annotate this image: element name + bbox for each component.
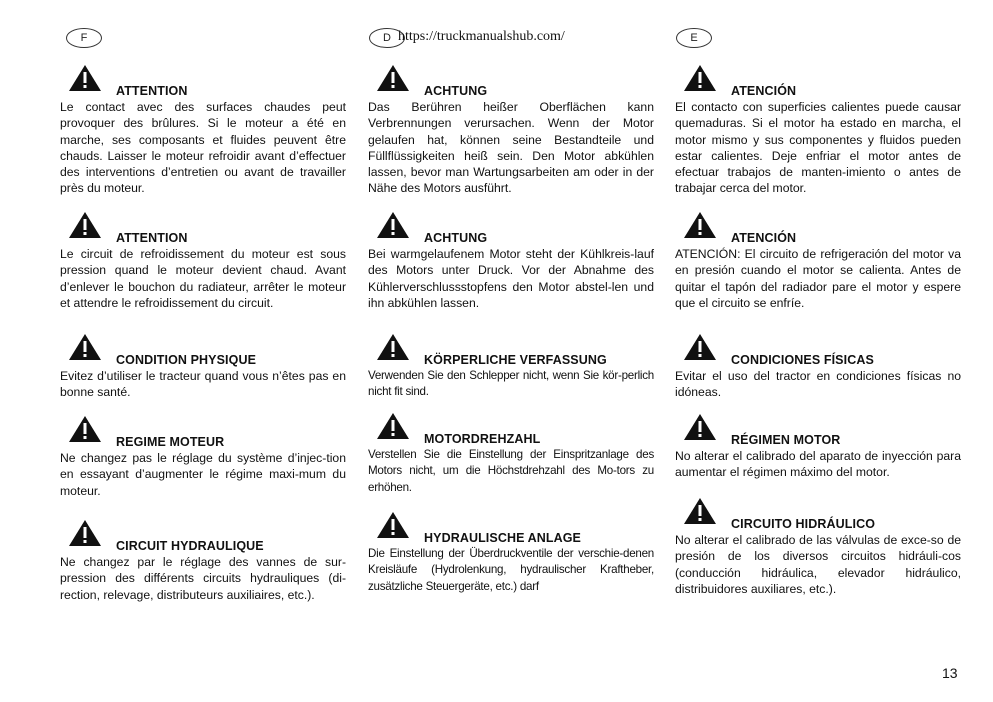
- warning-block: [368, 333, 654, 401]
- warning-triangle-icon: [376, 412, 410, 440]
- warning-text: El contacto con superficies calientes puede causar quemaduras. Si el motor ha estado en marcha, el motor mismo y sus componentes y fluidos pueden estar calientes. Deje enfriar el motor antes de efectuar trabajos de manten-imiento o antes de trabajar cerca del motor.: [675, 100, 961, 196]
- warning-text: Ne changez par le réglage des vannes de sur-pression des différents circuits hydrauliques (di-rection, relevage, distributeurs auxiliaires, etc.).: [60, 555, 346, 602]
- warning-triangle-icon: [376, 64, 410, 92]
- language-badge-german: D: [369, 28, 405, 48]
- warning-title: CIRCUITO HIDRÁULICO: [731, 517, 876, 531]
- warning-block: [675, 333, 961, 401]
- warning-text: Le circuit de refroidissement du moteur est sous pression quand le moteur devient chaud. Avant d’enlever le bouchon du radiateur, arrêter le moteur et attendre le refroidissement du circuit.: [60, 247, 346, 310]
- warning-triangle-icon: [683, 64, 717, 92]
- warning-text: Evitar el uso del tractor en condiciones físicas no idóneas.: [675, 369, 961, 400]
- warning-block: [368, 64, 654, 197]
- german-column: [368, 0, 654, 702]
- warning-title: CIRCUIT HYDRAULIQUE: [116, 539, 264, 553]
- warning-text: Das Berühren heißer Oberflächen kann Verbrennungen verursachen. Wenn der Motor gelaufen hat, können seine Bestandteile und Füllflüssigkeiten heiß sein. Den Motor abkühlen lassen, bevor man Wartungsarbeiten am oder in der Nähe des Motors ausführt.: [368, 100, 654, 196]
- warning-title: MOTORDREHZAHL: [424, 432, 541, 446]
- warning-block: [60, 64, 346, 197]
- warning-block: [368, 511, 654, 595]
- warning-title: CONDITION PHYSIQUE: [116, 353, 257, 367]
- warning-triangle-icon: [683, 413, 717, 441]
- warning-title: ACHTUNG: [424, 84, 488, 98]
- warning-title: ATENCIÓN: [731, 231, 797, 245]
- warning-title: ATTENTION: [116, 231, 188, 245]
- warning-text: No alterar el calibrado de las válvulas de exce-so de presión de los diversos circuitos hidráuli-cos (conducción hidráulica, elevador hidráulico, distribuidores auxiliares, etc.).: [675, 533, 961, 596]
- warning-block: [60, 211, 346, 311]
- warning-title: HYDRAULISCHE ANLAGE: [424, 531, 581, 545]
- warning-block: [675, 413, 961, 481]
- language-badge-french: F: [66, 28, 102, 48]
- warning-title: RÉGIMEN MOTOR: [731, 433, 841, 447]
- warning-title: CONDICIONES FÍSICAS: [731, 353, 874, 367]
- warning-text: ATENCIÓN: El circuito de refrigeración del motor va en presión cuando el motor se calienta. Antes de quitar el tapón del radiador pare el motor y espere que el circuito se enfríe.: [675, 247, 961, 310]
- warning-title: REGIME MOTEUR: [116, 435, 225, 449]
- warning-triangle-icon: [683, 333, 717, 361]
- warning-title: KÖRPERLICHE VERFASSUNG: [424, 353, 607, 367]
- warning-text: Le contact avec des surfaces chaudes peut provoquer des brûlures. Si le moteur a été en marche, ses composants et fluides peuvent être chauds. Laisser le moteur refroidir avant d’effectuer des interventions d’entretien ou avant de travailler près du moteur.: [60, 100, 346, 196]
- warning-block: [368, 412, 654, 496]
- warning-block: [675, 497, 961, 597]
- warning-title: ATTENTION: [116, 84, 188, 98]
- warning-text: No alterar el calibrado del aparato de inyección para aumentar el régimen máximo del motor.: [675, 449, 961, 480]
- warning-block: [60, 333, 346, 401]
- warning-triangle-icon: [376, 211, 410, 239]
- warning-triangle-icon: [68, 64, 102, 92]
- warning-triangle-icon: [68, 211, 102, 239]
- warning-triangle-icon: [683, 211, 717, 239]
- warning-block: [368, 211, 654, 311]
- french-column: [60, 0, 346, 702]
- warning-text: Evitez d’utiliser le tracteur quand vous n’êtes pas en bonne santé.: [60, 369, 346, 400]
- language-badge-spanish: E: [676, 28, 712, 48]
- warning-block: [675, 211, 961, 311]
- warning-block: [60, 519, 346, 603]
- warning-triangle-icon: [683, 497, 717, 525]
- warning-triangle-icon: [68, 333, 102, 361]
- warning-triangle-icon: [68, 519, 102, 547]
- warning-triangle-icon: [376, 511, 410, 539]
- warning-triangle-icon: [376, 333, 410, 361]
- page-number: 13: [942, 665, 958, 681]
- warning-triangle-icon: [68, 415, 102, 443]
- warning-block: [60, 415, 346, 499]
- warning-text: Bei warmgelaufenem Motor steht der Kühlkreis-lauf des Motors unter Druck. Vor der Abnahme des Kühlerverschlussstopfens den Motor abstel-len und ihn abkühlen lassen.: [368, 247, 654, 310]
- source-url: https://truckmanualshub.com/: [398, 29, 565, 44]
- warning-block: [675, 64, 961, 197]
- warning-text: Die Einstellung der Überdruckventile der verschie-denen Kreisläufe (Hydrolenkung, hydraulischer Kraftheber, zusätzliche Steuergeräte, etc.) darf: [368, 547, 654, 593]
- warning-title: ATENCIÓN: [731, 84, 797, 98]
- warning-text: Verwenden Sie den Schlepper nicht, wenn Sie kör-perlich nicht fit sind.: [368, 369, 654, 399]
- warning-text: Verstellen Sie die Einstellung der Einspritzanlage des Motors nicht, um die Höchstdrehzahl des Mo-tors zu erhöhen.: [368, 448, 654, 494]
- warning-text: Ne changez pas le réglage du système d’injec-tion en essayant d’augmenter le régime maxi-mum du moteur.: [60, 451, 346, 498]
- spanish-column: [675, 0, 961, 702]
- warning-title: ACHTUNG: [424, 231, 488, 245]
